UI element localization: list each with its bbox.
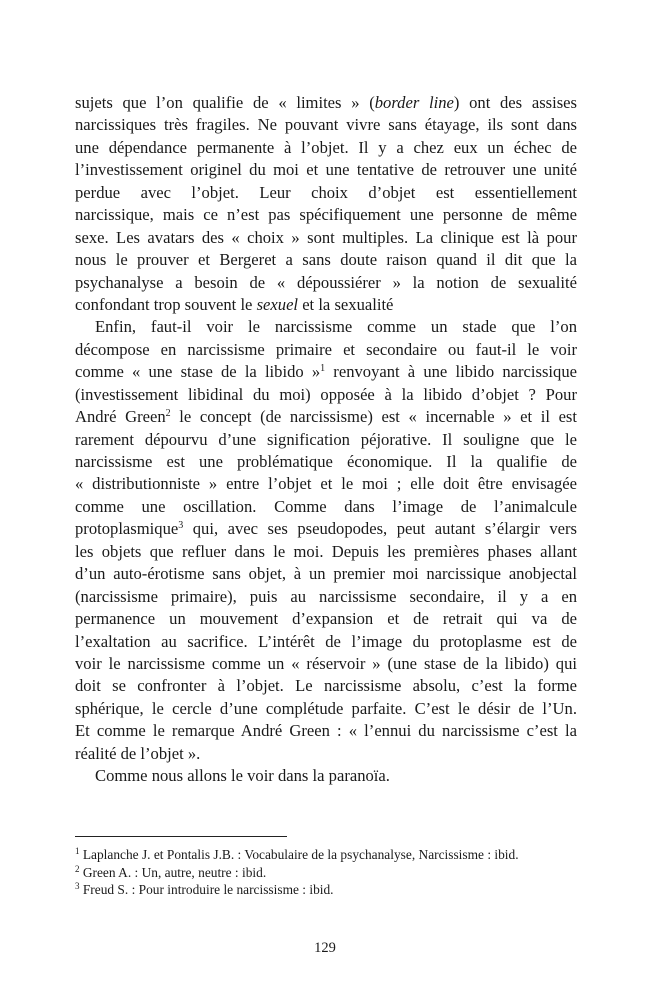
text-line: protoplasmique$^3$ qui, avec ses pseudopodes, peut autant s’élargir vers bbox=[75, 519, 577, 539]
footnote-divider bbox=[75, 836, 287, 837]
footnote bbox=[75, 864, 595, 882]
footnote bbox=[75, 881, 595, 899]
footnote-text: Freud S. : Pour introduire le narcissisme : ibid. bbox=[79, 882, 334, 898]
text-line: permanence un mouvement d’expansion et de retrait qui va de bbox=[75, 609, 577, 629]
text-line: comme une oscillation. Comme dans l’image de l’animalcule bbox=[75, 496, 577, 516]
text-line: (narcissisme primaire), puis au narcissisme secondaire, il y a en bbox=[75, 586, 577, 606]
footnote-number: 2 bbox=[75, 863, 80, 874]
text-line: Et comme le remarque André Green : « l’ennui du narcissisme c’est la bbox=[75, 721, 577, 741]
text-line: les objets que refluer dans le moi. Depuis les premières phases allant bbox=[75, 541, 577, 561]
text-line: André Green$^2$ le concept (de narcissisme) est « incernable » et il est bbox=[75, 407, 578, 427]
text-line: une dépendance permanente à l’objet. Il y a chez eux un échec de bbox=[75, 137, 577, 157]
text-line: l’exaltation au sacrifice. L’intérêt de l’image du protoplasme est de bbox=[75, 631, 577, 651]
text-line: nous le prouver et Bergeret a sans doute raison quand il dit que la bbox=[75, 250, 577, 270]
footnote-number: 3 bbox=[75, 881, 80, 892]
text-line: (investissement libidinal du moi) opposée à la libido d’objet ? Pour bbox=[75, 384, 577, 404]
footnote-text: Laplanche J. et Pontalis J.B. : Vocabulaire de la psychanalyse, Narcissisme : ibid. bbox=[79, 847, 519, 862]
text-line: décompose en narcissisme primaire et secondaire ou faut-il le voir bbox=[75, 339, 577, 359]
text-line: Comme nous allons le voir dans la paranoïa. bbox=[95, 766, 390, 786]
footnote-ref: 3 bbox=[178, 520, 184, 532]
italic-term: border line bbox=[374, 93, 454, 112]
footnote-ref: 1 bbox=[320, 363, 326, 375]
text-line: voir le narcissisme comme un « réservoir » (une stase de la libido) qui bbox=[75, 653, 577, 673]
text-line: Enfin, faut-il voir le narcissisme comme un stade que l’on bbox=[95, 317, 577, 337]
text-line: l’investissement originel du moi et une tentative de retrouver une unité bbox=[75, 160, 577, 180]
text-line: narcissisme est une problématique économique. Il la qualifie de bbox=[75, 452, 577, 471]
text-line: comme « une stase de la libido »$^1$ renvoyant à une libido narcissique bbox=[75, 362, 577, 382]
text-line: doit se confronter à l’objet. Le narcissisme absolu, c’est la forme bbox=[75, 676, 577, 696]
text-line: psychanalyse a besoin de « dépoussiérer » la notion de sexualité bbox=[75, 272, 577, 292]
text-line: sujets que l’on qualifie de « limites » (border line) ont des assises bbox=[75, 93, 577, 112]
text-line: sphérique, le cercle d’une complétude parfaite. C’est le désir de l’Un. bbox=[75, 698, 577, 718]
text-line: sexe. Les avatars des « choix » sont multiples. La clinique est là pour bbox=[75, 227, 577, 247]
text-line: narcissique, mais ce n’est pas spécifiquement une personne de même bbox=[75, 205, 577, 225]
page-number: 129 bbox=[314, 940, 336, 956]
footnote-text: Green A. : Un, autre, neutre : ibid. bbox=[79, 864, 267, 880]
text-line: confondant trop souvent le sexuel et la sexualité bbox=[75, 294, 394, 314]
footnotes bbox=[75, 846, 595, 899]
text-line: perdue avec l’objet. Leur choix d’objet est essentiellement bbox=[75, 182, 577, 202]
footnote-number: 1 bbox=[75, 846, 80, 856]
text-line: d’un auto-érotisme sans objet, à un premier moi narcissique anobjectal bbox=[75, 564, 577, 584]
text-line: narcissiques très fragiles. Ne pouvant vivre sans étayage, ils sont dans bbox=[75, 115, 577, 135]
text-line: réalité de l’objet ». bbox=[75, 743, 201, 763]
italic-term: sexuel bbox=[256, 294, 299, 314]
footnote bbox=[75, 846, 595, 864]
text-line: rarement dépourvu d’une signification péjorative. Il souligne que le bbox=[75, 429, 577, 449]
text-line: « distributionniste » entre l’objet et le moi ; elle doit être envisagée bbox=[75, 474, 577, 494]
body-text bbox=[75, 92, 577, 788]
footnote-ref: 2 bbox=[165, 408, 171, 420]
